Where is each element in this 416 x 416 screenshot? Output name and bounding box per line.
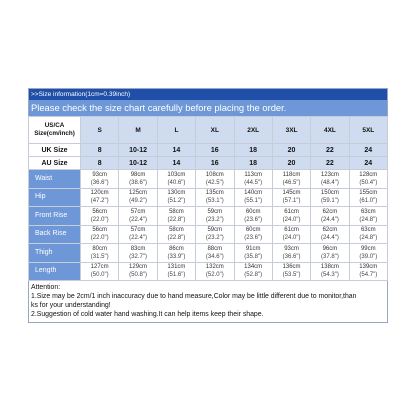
measurement-cell xyxy=(157,207,195,226)
au-size-cell: 16 xyxy=(196,157,234,170)
measurement-label: Front Rise xyxy=(29,207,81,226)
inch-value: (50.4") xyxy=(359,179,378,186)
cm-value: 130cm xyxy=(167,190,186,197)
cm-value: 99cm xyxy=(360,245,376,252)
inch-value: (23.2") xyxy=(205,216,224,223)
measurement-cell xyxy=(272,170,310,189)
size-header-cell: 3XL xyxy=(272,117,310,144)
size-header-cell: 4XL xyxy=(311,117,349,144)
inch-value: (46.5") xyxy=(282,179,301,186)
inch-value: (59.1") xyxy=(321,198,339,205)
inch-value: (24.4") xyxy=(321,216,339,223)
measurement-cell xyxy=(272,225,310,244)
inch-value: (51.2") xyxy=(167,198,186,205)
measurement-cell xyxy=(234,262,272,281)
measurement-cell xyxy=(272,207,310,226)
measurement-cell xyxy=(81,244,119,263)
size-header-row xyxy=(29,117,388,144)
measurement-row xyxy=(29,244,388,263)
inch-value: (48.4") xyxy=(321,179,339,186)
measurement-cell xyxy=(349,225,387,244)
measurement-label: Waist xyxy=(29,170,81,189)
cm-value: 129cm xyxy=(129,264,148,271)
inch-value: (24.8") xyxy=(359,235,378,242)
size-header-cell: M xyxy=(119,117,157,144)
cm-value: 125cm xyxy=(129,190,148,197)
cm-value: 139cm xyxy=(359,264,378,271)
measurement-cell xyxy=(234,207,272,226)
measurement-rows xyxy=(29,170,388,281)
attention-notes xyxy=(28,281,388,323)
measurement-cell xyxy=(81,188,119,207)
measurement-cell xyxy=(234,170,272,189)
measurement-cell xyxy=(311,244,349,263)
attention-line: 2.Suggestion of cold water hand washing.It can help items keep their shape. xyxy=(31,311,264,318)
cm-value: 86cm xyxy=(169,245,184,252)
uk-size-cell: 24 xyxy=(349,144,387,157)
measurement-cell xyxy=(119,170,157,189)
uk-size-row xyxy=(29,144,388,157)
measurement-cell xyxy=(119,188,157,207)
size-header-cell: 5XL xyxy=(349,117,387,144)
cm-value: 155cm xyxy=(359,190,378,197)
cm-value: 91cm xyxy=(245,245,261,252)
cm-value: 96cm xyxy=(322,245,338,252)
inch-value: (35.8") xyxy=(244,253,263,260)
cm-value: 93cm xyxy=(92,171,108,178)
inch-value: (22.0") xyxy=(90,235,109,242)
inch-value: (23.6") xyxy=(244,216,263,223)
attention-line: 1.Size may be 2cm/1 inch inaccuracy due to hand measure,Color may be little different due to monitor,than xyxy=(31,293,357,300)
uk-size-label: UK Size xyxy=(29,144,81,157)
inch-value: (49.2") xyxy=(129,198,147,205)
inch-value: (34.6") xyxy=(205,253,224,260)
inch-value: (22.8") xyxy=(167,216,186,223)
cm-value: 57cm xyxy=(130,227,146,234)
inch-value: (31.5") xyxy=(90,253,109,260)
measurement-cell xyxy=(196,244,234,263)
cm-value: 59cm xyxy=(207,227,223,234)
size-table xyxy=(28,116,388,281)
cm-value: 127cm xyxy=(90,264,109,271)
cm-value: 57cm xyxy=(130,208,146,215)
measurement-cell xyxy=(157,262,195,281)
inch-value: (36.6") xyxy=(90,179,109,186)
inch-value: (47.2") xyxy=(90,198,109,205)
cm-value: 128cm xyxy=(359,171,378,178)
cm-value: 59cm xyxy=(207,208,223,215)
cm-value: 61cm xyxy=(284,227,299,234)
cm-value: 60cm xyxy=(245,227,261,234)
cm-value: 58cm xyxy=(169,227,184,234)
cm-value: 123cm xyxy=(320,171,339,178)
measurement-label: Back Rise xyxy=(29,225,81,244)
cm-value: 56cm xyxy=(92,208,108,215)
size-header-cell: S xyxy=(81,117,119,144)
measurement-cell xyxy=(234,188,272,207)
measurement-cell xyxy=(81,225,119,244)
measurement-cell xyxy=(157,244,195,263)
measurement-cell xyxy=(272,188,310,207)
inch-value: (23.2") xyxy=(205,235,224,242)
inch-value: (22.4") xyxy=(129,235,147,242)
inch-value: (23.6") xyxy=(244,235,263,242)
measurement-cell xyxy=(119,225,157,244)
measurement-cell xyxy=(311,225,349,244)
au-size-cell: 20 xyxy=(272,157,310,170)
measurement-label: Length xyxy=(29,262,81,281)
measurement-cell xyxy=(157,188,195,207)
inch-value: (53.5") xyxy=(282,272,301,279)
au-size-cell: 8 xyxy=(81,157,119,170)
measurement-row xyxy=(29,170,388,189)
cm-value: 63cm xyxy=(360,227,376,234)
inch-value: (33.9") xyxy=(167,253,186,260)
measurement-cell xyxy=(81,262,119,281)
measurement-cell xyxy=(349,262,387,281)
measurement-cell xyxy=(311,207,349,226)
inch-value: (44.5") xyxy=(244,179,263,186)
au-size-cell: 22 xyxy=(311,157,349,170)
cm-value: 145cm xyxy=(282,190,301,197)
measurement-cell xyxy=(119,244,157,263)
cm-value: 62cm xyxy=(322,208,338,215)
cm-value: 61cm xyxy=(284,208,299,215)
size-corner-label: US/CA Size(cm/inch) xyxy=(29,117,81,144)
cm-value: 56cm xyxy=(92,227,108,234)
inch-value: (37.8") xyxy=(321,253,339,260)
uk-size-cell: 10-12 xyxy=(119,144,157,157)
inch-value: (61.0") xyxy=(359,198,378,205)
measurement-cell xyxy=(119,207,157,226)
inch-value: (22.8") xyxy=(167,235,186,242)
cm-value: 98cm xyxy=(130,171,146,178)
inch-value: (54.3") xyxy=(321,272,339,279)
inch-value: (51.6") xyxy=(167,272,186,279)
inch-value: (54.7") xyxy=(359,272,378,279)
cm-value: 113cm xyxy=(244,171,262,178)
cm-value: 83cm xyxy=(130,245,146,252)
cm-value: 80cm xyxy=(92,245,108,252)
au-size-cell: 14 xyxy=(157,157,195,170)
measurement-cell xyxy=(272,244,310,263)
inch-value: (57.1") xyxy=(282,198,301,205)
uk-size-cell: 8 xyxy=(81,144,119,157)
inch-value: (24.0") xyxy=(282,216,301,223)
inch-value: (36.6") xyxy=(282,253,301,260)
cm-value: 150cm xyxy=(320,190,339,197)
measurement-cell xyxy=(157,170,195,189)
measurement-cell xyxy=(349,244,387,263)
inch-value: (24.0") xyxy=(282,235,301,242)
measurement-row xyxy=(29,262,388,281)
au-size-row xyxy=(29,157,388,170)
attention-line: ks for your understanding! xyxy=(31,302,111,309)
measurement-cell xyxy=(119,262,157,281)
cm-value: 88cm xyxy=(207,245,223,252)
size-header-cell: 2XL xyxy=(234,117,272,144)
inch-value: (52.0") xyxy=(205,272,224,279)
cm-value: 58cm xyxy=(169,208,184,215)
inch-value: (32.7") xyxy=(129,253,147,260)
measurement-row xyxy=(29,188,388,207)
cm-value: 134cm xyxy=(244,264,263,271)
inch-value: (24.8") xyxy=(359,216,378,223)
au-size-cell: 24 xyxy=(349,157,387,170)
measurement-cell xyxy=(272,262,310,281)
inch-value: (38.6") xyxy=(129,179,147,186)
size-header-cell: L xyxy=(157,117,195,144)
measurement-cell xyxy=(349,170,387,189)
measurement-cell xyxy=(196,225,234,244)
measurement-row xyxy=(29,207,388,226)
inch-value: (52.8") xyxy=(244,272,263,279)
measurement-cell xyxy=(196,207,234,226)
measurement-cell xyxy=(81,207,119,226)
cm-value: 63cm xyxy=(360,208,376,215)
inch-value: (24.4") xyxy=(321,235,339,242)
inch-value: (40.6") xyxy=(167,179,186,186)
au-size-label: AU Size xyxy=(29,157,81,170)
measurement-cell xyxy=(196,188,234,207)
cm-value: 103cm xyxy=(167,171,186,178)
cm-value: 108cm xyxy=(205,171,224,178)
cm-value: 120cm xyxy=(90,190,109,197)
measurement-label: Thigh xyxy=(29,244,81,263)
inch-value: (55.1") xyxy=(244,198,263,205)
measurement-cell xyxy=(81,170,119,189)
cm-value: 136cm xyxy=(282,264,301,271)
cm-value: 135cm xyxy=(205,190,224,197)
measurement-cell xyxy=(234,225,272,244)
attention-title: Attention: xyxy=(31,284,61,291)
uk-size-cell: 18 xyxy=(234,144,272,157)
measurement-cell xyxy=(157,225,195,244)
cm-value: 60cm xyxy=(245,208,261,215)
cm-value: 140cm xyxy=(244,190,263,197)
uk-size-cell: 20 xyxy=(272,144,310,157)
inch-value: (50.8") xyxy=(129,272,147,279)
size-info-title: >>Size information(1cm=0.39inch) xyxy=(28,88,388,100)
cm-value: 138cm xyxy=(320,264,339,271)
cm-value: 118cm xyxy=(282,171,301,178)
measurement-cell xyxy=(311,262,349,281)
inch-value: (50.0") xyxy=(90,272,109,279)
au-size-cell: 18 xyxy=(234,157,272,170)
measurement-label: Hip xyxy=(29,188,81,207)
size-notice: Please check the size chart carefully before placing the order. xyxy=(28,100,388,116)
measurement-cell xyxy=(234,244,272,263)
measurement-cell xyxy=(349,207,387,226)
uk-size-cell: 22 xyxy=(311,144,349,157)
measurement-cell xyxy=(349,188,387,207)
inch-value: (22.4") xyxy=(129,216,147,223)
cm-value: 93cm xyxy=(284,245,299,252)
measurement-row xyxy=(29,225,388,244)
cm-value: 131cm xyxy=(167,264,186,271)
uk-size-cell: 16 xyxy=(196,144,234,157)
inch-value: (42.5") xyxy=(205,179,224,186)
size-chart xyxy=(28,88,388,323)
inch-value: (53.1") xyxy=(205,198,224,205)
measurement-cell xyxy=(196,262,234,281)
size-header-cell: XL xyxy=(196,117,234,144)
cm-value: 62cm xyxy=(322,227,338,234)
inch-value: (22.0") xyxy=(90,216,109,223)
measurement-cell xyxy=(311,170,349,189)
inch-value: (39.0") xyxy=(359,253,378,260)
measurement-cell xyxy=(311,188,349,207)
cm-value: 132cm xyxy=(205,264,224,271)
au-size-cell: 10-12 xyxy=(119,157,157,170)
measurement-cell xyxy=(196,170,234,189)
uk-size-cell: 14 xyxy=(157,144,195,157)
